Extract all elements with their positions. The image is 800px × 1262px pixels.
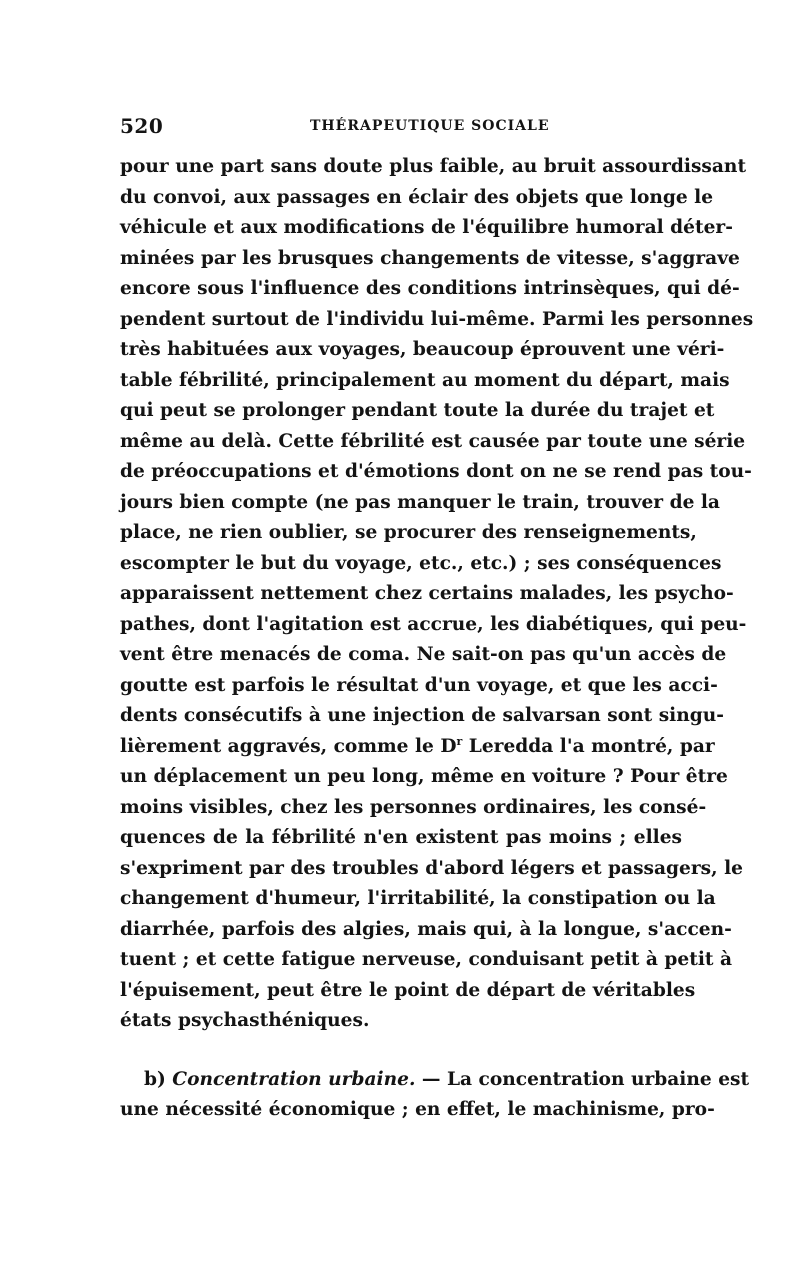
text-segment: lièrement aggravés, comme le D	[120, 735, 457, 757]
text-line: qui peut se prolonger pendant toute la durée du trajet et	[120, 400, 715, 421]
text-line: place, ne rien oublier, se procurer des renseignements,	[120, 522, 697, 543]
text-line: du convoi, aux passages en éclair des objets que longe le	[120, 186, 714, 208]
text-line: même au delà. Cette fébrilité est causée par toute une série	[120, 430, 746, 452]
text-line: très habituées aux voyages, beaucoup éprouvent une véri-	[120, 339, 725, 360]
text-line: quences de la fébrilité n'en existent pas moins ; elles	[120, 827, 682, 848]
text-line: un déplacement un peu long, même en voiture ? Pour être	[120, 766, 728, 787]
text-line: une nécessité économique ; en effet, le machinisme, pro-	[120, 1099, 715, 1120]
text-line: pour une part sans doute plus faible, au bruit assourdissant	[120, 156, 747, 177]
text-line: table fébrilité, principalement au moment du départ, mais	[120, 369, 730, 391]
running-head: THÉRAPEUTIQUE SOCIALE	[310, 118, 550, 134]
text-line: états psychasthéniques.	[120, 1010, 370, 1031]
page-header	[120, 114, 680, 144]
section-title: Concentration urbaine.	[172, 1068, 416, 1090]
text-line: jours bien compte (ne pas manquer le train, trouver de la	[120, 491, 720, 513]
text-line: moins visibles, chez les personnes ordinaires, les consé-	[120, 796, 707, 818]
text-line: de préoccupations et d'émotions dont on ne se rend pas tou-	[120, 461, 752, 482]
text-line: véhicule et aux modifications de l'équilibre humoral déter-	[120, 217, 733, 238]
page-number: 520	[120, 114, 164, 138]
section-heading-line	[120, 1065, 750, 1096]
text-line: minées par les brusques changements de vitesse, s'aggrave	[120, 247, 740, 269]
text-line: diarrhée, parfois des algies, mais qui, à la longue, s'accen-	[120, 918, 732, 940]
text-line: pathes, dont l'agitation est accrue, les diabétiques, qui peu-	[120, 613, 747, 635]
text-line	[120, 732, 715, 763]
text-line: s'expriment par des troubles d'abord légers et passagers, le	[120, 857, 743, 879]
text-line: encore sous l'influence des conditions intrinsèques, qui dé-	[120, 278, 740, 299]
text-line: vent être menacés de coma. Ne sait-on pas qu'un accès de	[120, 644, 727, 665]
paragraph-gap	[120, 1037, 682, 1065]
text-segment: Leredda l'a montré, par	[462, 735, 715, 757]
text-segment: — La concentration urbaine est	[415, 1068, 750, 1090]
text-line: apparaissent nettement chez certains malades, les psycho-	[120, 583, 734, 604]
text-line: dents consécutifs à une injection de salvarsan sont singu-	[120, 705, 724, 726]
body-text	[120, 152, 754, 1126]
section-label: b)	[144, 1068, 166, 1090]
text-line: pendent surtout de l'individu lui-même. Parmi les personnes	[120, 308, 754, 330]
superscript: r	[456, 734, 463, 748]
text-line: goutte est parfois le résultat d'un voyage, et que les acci-	[120, 674, 718, 696]
text-line: changement d'humeur, l'irritabilité, la constipation ou la	[120, 888, 716, 909]
text-line: l'épuisement, peut être le point de départ de véritables	[120, 979, 696, 1001]
text-line: tuent ; et cette fatigue nerveuse, conduisant petit à petit à	[120, 949, 733, 970]
text-line: escompter le but du voyage, etc., etc.) ; ses conséquences	[120, 552, 722, 574]
